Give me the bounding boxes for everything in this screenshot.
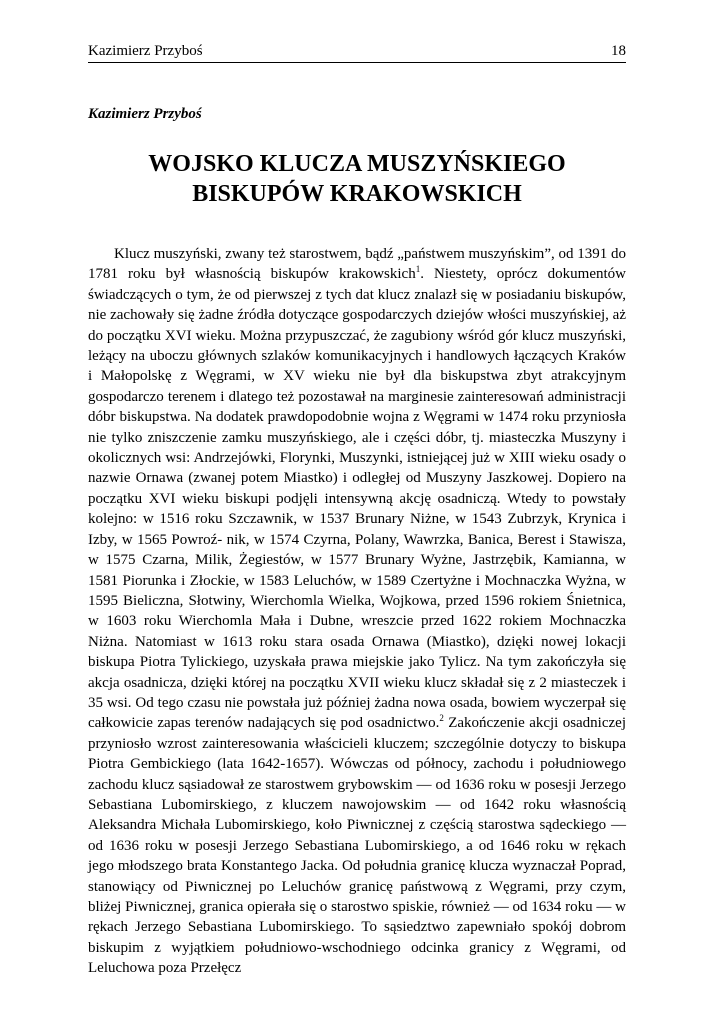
- footnote-marker-2[interactable]: 2: [439, 713, 444, 724]
- header-author: Kazimierz Przyboś: [88, 43, 203, 59]
- title-line-2: BISKUPÓW KRAKOWSKICH: [192, 181, 522, 207]
- title-line-1: WOJSKO KLUCZA MUSZYŃSKIEGO: [148, 151, 566, 177]
- article-title: [88, 149, 626, 209]
- body-text-segment-2: . Niestety, oprócz dokumentów świadczących o tym, że od pierwszej z tych dat klucz znalazł się w posiadaniu biskupów, nie zachowały się żadne źródła dotyczące gospodarczych dziejów włości muszyńskiej, aż do początku XVI wieku. Można przypuszczać, że zagubiony wśród gór klucz muszyński, leżący na uboczu głównych szlaków komunikacyjnych i handlowych łączących Kraków i Małopolskę z Węgrami, w XV wieku nie był dla biskupstwa zbyt atrakcyjnym gospodarczo terenem i dlatego też pozostawał na marginesie zainteresowań administracji dóbr biskupstwa. Na dodatek prawdopodobnie wojna z Węgrami w 1474 roku przyniosła nie tylko zniszczenie zamku muszyńskiego, ale i części dóbr, tj. miasteczka Muszyny i okolicznych wsi: Andrzejówki, Florynki, Muszynki, istniejącej już w XIII wieku osady o nazwie Ornawa (zwanej potem Miastko) i odległej od Muszyny Jaszkowej. Dopiero na początku XVI wieku biskupi podjęli intensywną akcję osadniczą. Wtedy to powstały kolejno: w 1516 roku Szczawnik, w 1537 Brunary Niżne, w 1543 Zubrzyk, Krynica i Izby, w 1565 Powroź- nik, w 1574 Czyrna, Polany, Wawrzka, Banica, Berest i Stawisza, w 1575 Czarna, Milik, Żegiestów, w 1577 Brunary Wyżne, Jastrzębik, Kamianna, w 1581 Piorunka i Złockie, w 1583 Leluchów, w 1589 Czertyżne i Mochnaczka Wyżna, w 1595 Bieliczna, Słotwiny, Wierchomla Wielka, Wojkowa, przed 1596 rokiem Śnietnica, w 1603 roku Wierchomla Mała i Dubne, wreszcie przed 1622 rokiem Mochnaczka Niżna. Natomiast w 1613 roku stara osada Ornawa (Miastko), dzięki nowej lokacji biskupa Piotra Tylickiego, uzyskała prawa miejskie jako Tylicz. Na tym zakończyła się akcja osadnicza, dzięki której na początku XVII wieku klucz składał się z 2 miasteczek i 35 wsi. Od tego czasu nie powstała już później żadna nowa osada, bowiem wyczerpał się całkowicie zapas terenów nadających się pod osadnictwo.: [88, 266, 626, 732]
- body-paragraph: [88, 244, 626, 979]
- article-author: Kazimierz Przyboś: [88, 106, 202, 122]
- page-number: 18: [611, 43, 626, 59]
- running-header: [88, 40, 626, 63]
- footnote-marker-1[interactable]: 1: [415, 264, 421, 275]
- body-text-segment-1: Klucz muszyński, zwany też starostwem, bądź „państwem muszyńskim”, od 1391 do 1781 roku był własnością biskupów krakowskich: [88, 246, 626, 283]
- body-text-segment-3: Zakończenie akcji osadniczej przyniosło wzrost zainteresowania właścicieli kluczem; szczególnie dotyczy to biskupa Piotra Gembickiego (lata 1642-1657). Wówczas od północy, zachodu i południowego zachodu klucz sąsiadował ze starostwem grybowskim — od 1636 roku w posesji Jerzego Sebastiana Lubomirskiego, z kluczem nawojowskim — od 1642 roku własnością Aleksandra Michała Lubomirskiego, koło Piwnicznej z częścią starostwa sądeckiego — od 1636 roku w posesji Jerzego Sebastiana Lubomirskiego, a od 1646 roku w rękach jego młodszego brata Konstantego Jacka. Od południa granicę klucza wyznaczał Poprad, stanowiący od Piwnicznej po Leluchów granicę państwową z Węgrami, przy czym, bliżej Piwnicznej, granica opierała się o starostwo spiskie, również — od 1634 roku — w rękach Jerzego Sebastiana Lubomirskiego. To sąsiedztwo zapewniało spokój dobrom biskupim z wyjątkiem południowo-wschodniego odcinka granicy z Węgrami, od Leluchowa poza Przełęcz: [88, 715, 626, 977]
